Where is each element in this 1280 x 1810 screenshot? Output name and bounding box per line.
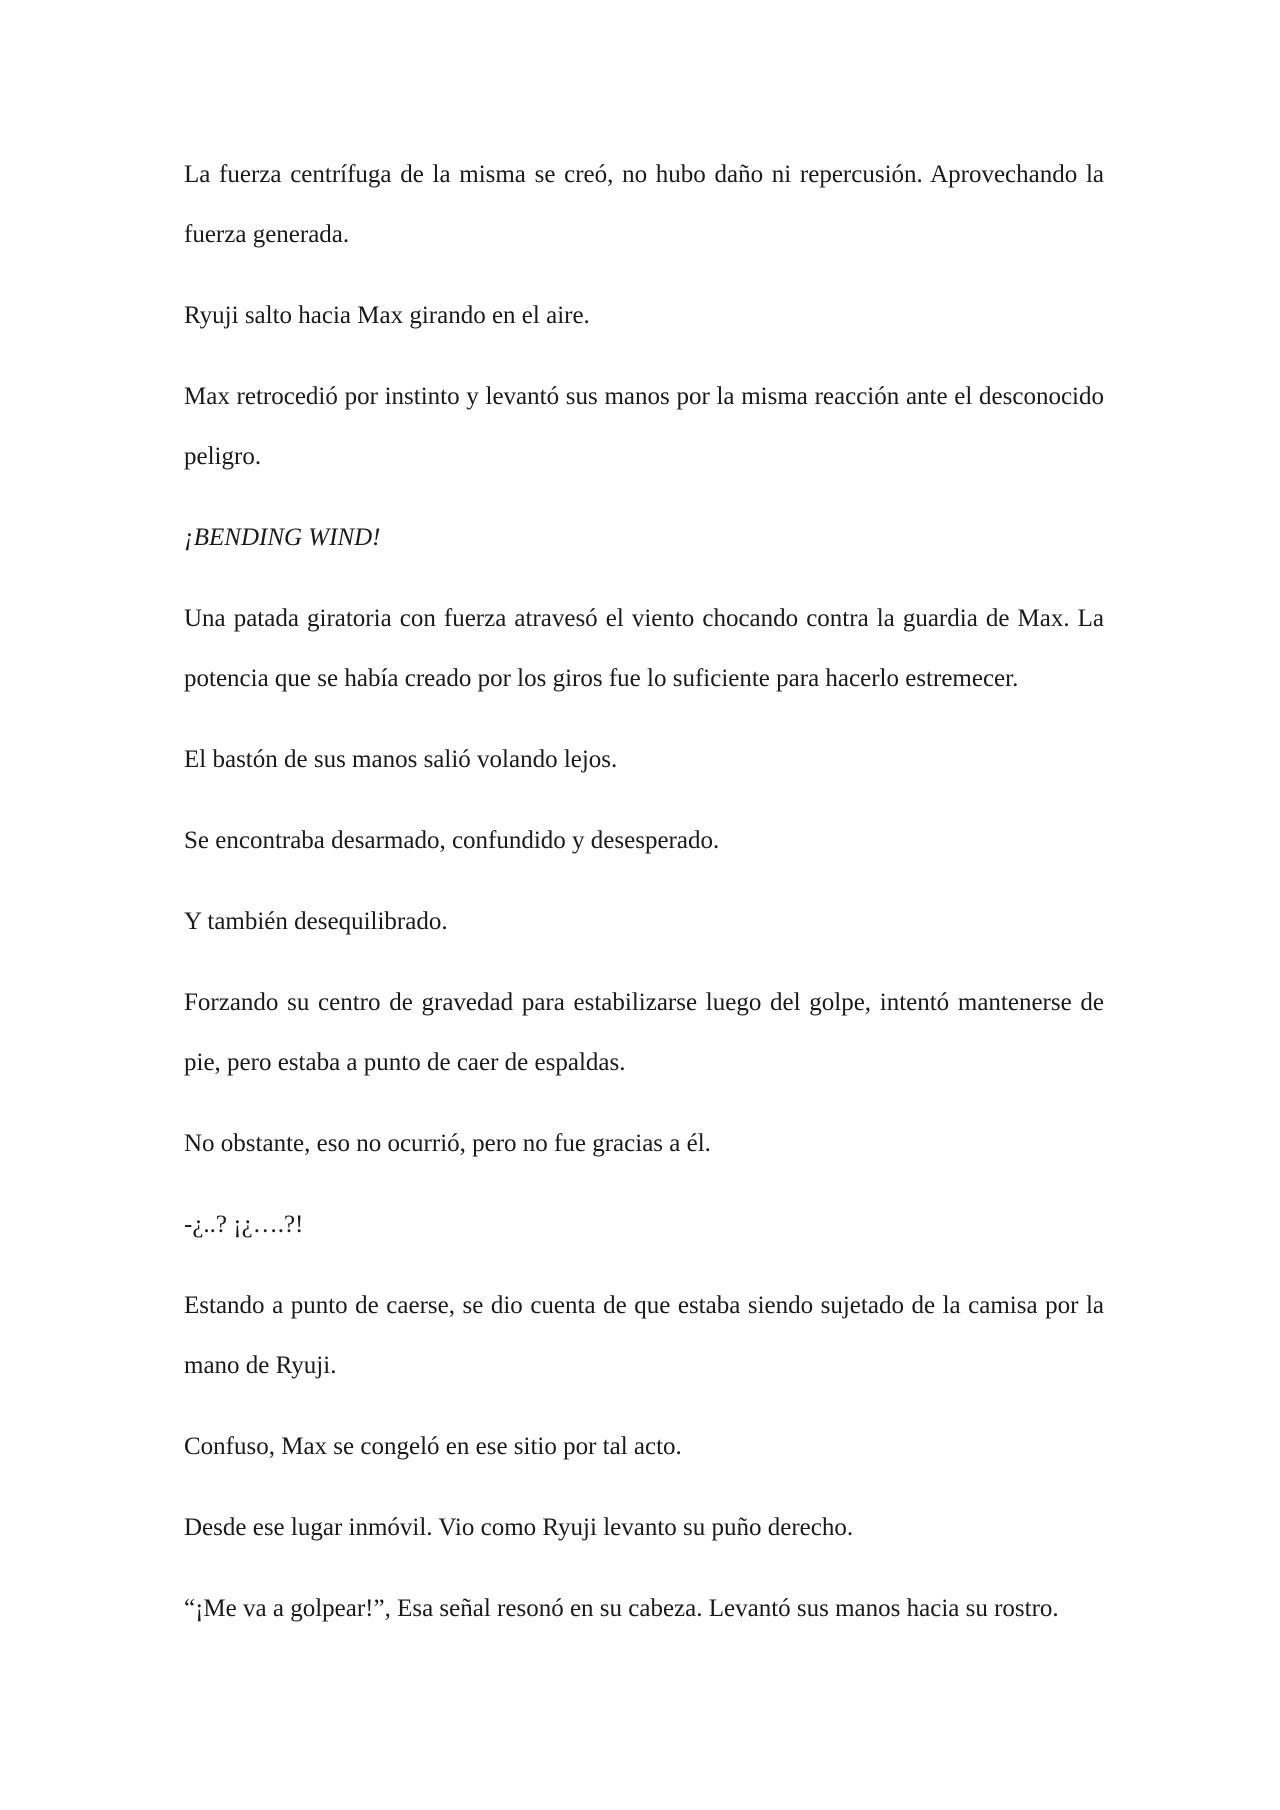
dialogue-line: -¿..? ¡¿….?! xyxy=(184,1211,304,1238)
paragraph: Confuso, Max se congeló en ese sitio por tal acto. xyxy=(184,1433,682,1460)
paragraph: No obstante, eso no ocurrió, pero no fue gracias a él. xyxy=(184,1130,711,1157)
paragraph: Max retrocedió por instinto y levantó sus manos por la misma reacción ante el desconocido peligro. xyxy=(184,383,1104,470)
paragraph: Ryuji salto hacia Max girando en el aire. xyxy=(184,302,590,329)
italic-exclamation: ¡BENDING WIND! xyxy=(184,524,381,551)
paragraph: “¡Me va a golpear!”, Esa señal resonó en su cabeza. Levantó sus manos hacia su rostro. xyxy=(184,1595,1059,1622)
paragraph: El bastón de sus manos salió volando lejos. xyxy=(184,746,618,773)
paragraph: Desde ese lugar inmóvil. Vio como Ryuji levanto su puño derecho. xyxy=(184,1514,854,1541)
paragraph: Forzando su centro de gravedad para estabilizarse luego del golpe, intentó mantenerse de pie, pero estaba a punto de caer de espaldas. xyxy=(184,989,1104,1076)
document-body xyxy=(184,145,1104,1660)
paragraph: La fuerza centrífuga de la misma se creó, no hubo daño ni repercusión. Aprovechando la fuerza generada. xyxy=(184,161,1104,248)
paragraph: Se encontraba desarmado, confundido y desesperado. xyxy=(184,827,720,854)
paragraph: Y también desequilibrado. xyxy=(184,908,448,935)
paragraph: Estando a punto de caerse, se dio cuenta de que estaba siendo sujetado de la camisa por la mano de Ryuji. xyxy=(184,1292,1104,1379)
paragraph: Una patada giratoria con fuerza atravesó el viento chocando contra la guardia de Max. La potencia que se había creado por los giros fue lo suficiente para hacerlo estremecer. xyxy=(184,605,1104,692)
